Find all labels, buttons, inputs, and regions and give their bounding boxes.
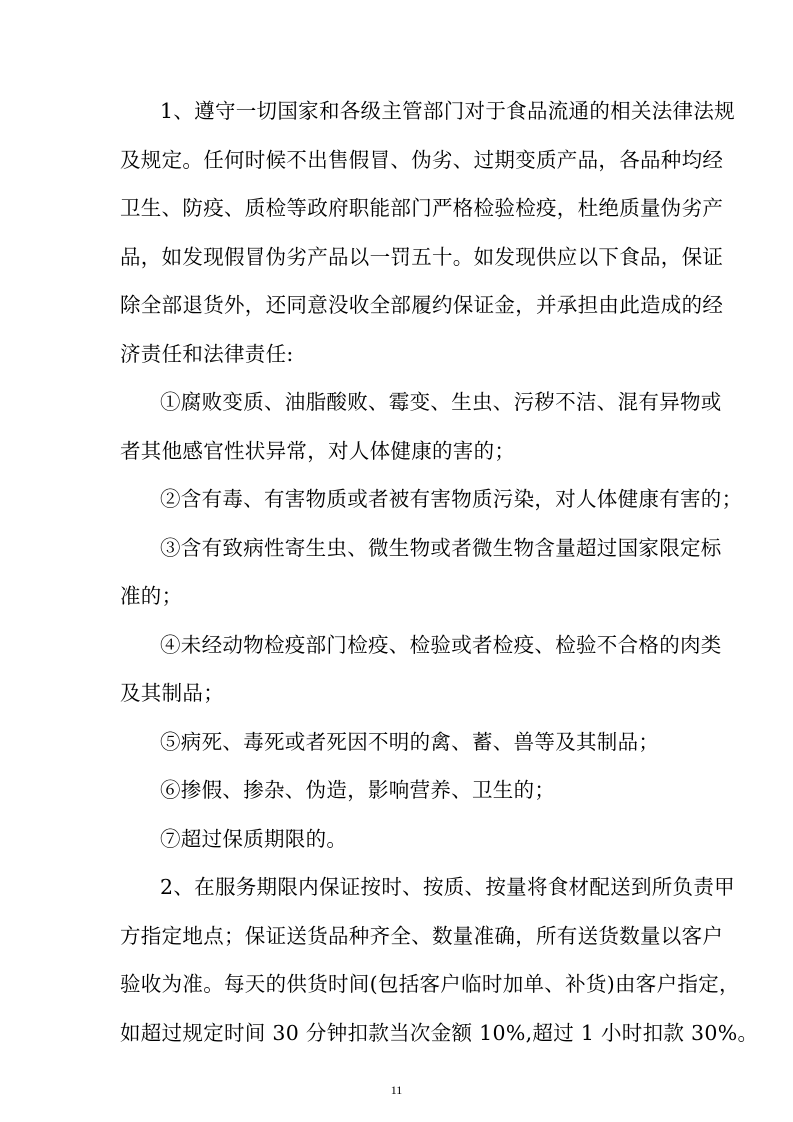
item-3-line-1: ③含有致病性寄生虫、微生物或者微生物含量超过国家限定标	[160, 535, 722, 560]
clause-1-line-6: 济责任和法律责任:	[120, 341, 294, 366]
item-4-line-2: 及其制品；	[120, 681, 224, 705]
clause-1-line-2: 及规定。任何时候不出售假冒、伪劣、过期变质产品，各品种均经	[120, 147, 724, 172]
page-number: 11	[390, 1083, 403, 1097]
item-4-line-1: ④未经动物检疫部门检疫、检验或者检疫、检验不合格的肉类	[160, 632, 722, 657]
clause-1-line-4: 品，如发现假冒伪劣产品以一罚五十。如发现供应以下食品，保证	[120, 244, 724, 269]
clause-2-line-4: 如超过规定时间 30 分钟扣款当次金额 10%,超过 1 小时扣款 30%。	[120, 1020, 759, 1045]
clause-1-line-1: 1、遵守一切国家和各级主管部门对于食品流通的相关法律法规	[160, 99, 735, 123]
item-1-line-1: ①腐败变质、油脂酸败、霉变、生虫、污秽不洁、混有异物或	[160, 390, 722, 414]
item-3-line-2: 准的；	[120, 584, 183, 608]
item-6-line-1: ⑥掺假、掺杂、伪造，影响营养、卫生的；	[160, 778, 556, 802]
item-7-line-1: ⑦超过保质期限的。	[160, 826, 348, 851]
clause-1-line-5: 除全部退货外，还同意没收全部履约保证金，并承担由此造成的经	[120, 293, 724, 317]
item-1-line-2: 者其他感官性状异常，对人体健康的害的；	[120, 438, 516, 463]
clause-2-line-1: 2、在服务期限内保证按时、按质、按量将食材配送到所负责甲	[160, 875, 735, 899]
item-2-line-1: ②含有毒、有害物质或者被有害物质污染，对人体健康有害的；	[160, 487, 743, 511]
clause-2-line-2: 方指定地点；保证送货品种齐全、数量准确，所有送货数量以客户	[120, 923, 724, 948]
item-5-line-1: ⑤病死、毒死或者死因不明的禽、蓄、兽等及其制品；	[160, 729, 660, 754]
clause-1-line-3: 卫生、防疫、质检等政府职能部门严格检验检疫，杜绝质量伪劣产	[120, 196, 724, 220]
clause-2-line-3: 验收为准。每天的供货时间(包括客户临时加单、补货)由客户指定，	[120, 972, 740, 996]
